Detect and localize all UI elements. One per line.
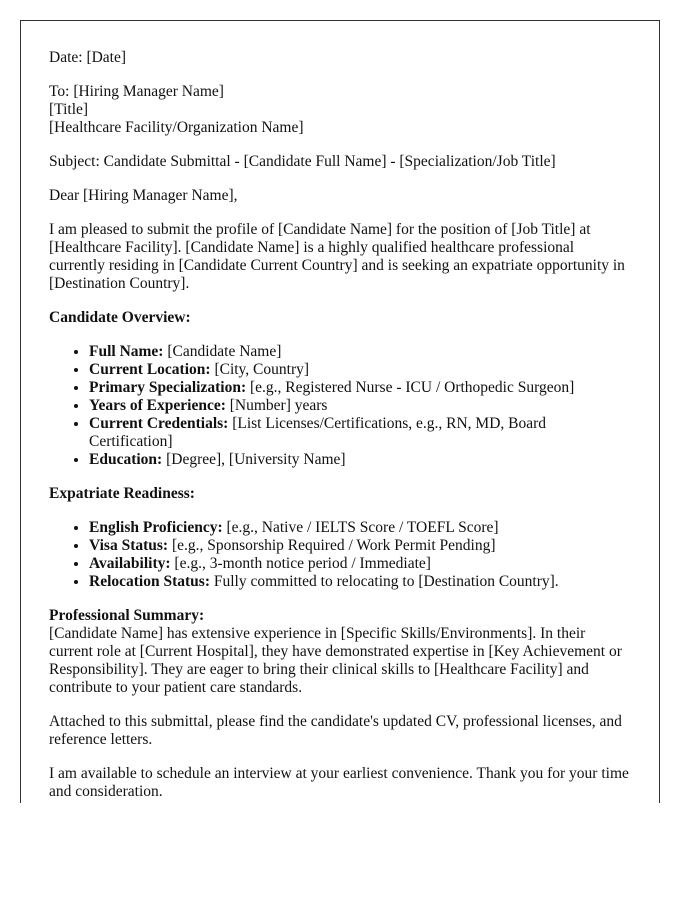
closing-paragraph: I am available to schedule an interview at your earliest convenience. Thank you for your time and consideration. bbox=[49, 765, 629, 800]
item-value: [e.g., 3-month notice period / Immediate] bbox=[170, 555, 431, 572]
expatriate-readiness-list bbox=[49, 519, 631, 591]
item-label: Visa Status: bbox=[89, 537, 169, 554]
list-item bbox=[89, 343, 631, 361]
item-value: [Degree], [University Name] bbox=[162, 451, 346, 468]
list-item bbox=[89, 519, 631, 537]
recipient-block bbox=[49, 83, 631, 137]
item-value: [Candidate Name] bbox=[163, 343, 282, 360]
professional-summary-text: [Candidate Name] has extensive experience in [Specific Skills/Environments]. In their current role at [Current Hospital], they have demonstrated expertise in [Key Achievement or Responsibility]. They are eager to bring their clinical skills to [Healthcare Facility] and contribute to your patient care standards. bbox=[49, 625, 622, 696]
item-label: Relocation Status: bbox=[89, 573, 210, 590]
list-item bbox=[89, 379, 631, 397]
candidate-overview-heading: Candidate Overview: bbox=[49, 309, 191, 326]
expatriate-readiness-heading: Expatriate Readiness: bbox=[49, 485, 195, 502]
item-value: Fully committed to relocating to [Destination Country]. bbox=[209, 573, 559, 590]
item-label: Current Credentials: bbox=[89, 415, 229, 432]
recipient-organization: [Healthcare Facility/Organization Name] bbox=[49, 119, 304, 136]
letter-document bbox=[20, 20, 660, 803]
item-label: Education: bbox=[89, 451, 163, 468]
item-value: [City, Country] bbox=[210, 361, 310, 378]
list-item bbox=[89, 573, 631, 591]
list-item bbox=[89, 415, 631, 451]
item-label: Years of Experience: bbox=[89, 397, 226, 414]
recipient-title: [Title] bbox=[49, 101, 89, 118]
candidate-overview-list bbox=[49, 343, 631, 469]
subject-line: Subject: Candidate Submittal - [Candidate Full Name] - [Specialization/Job Title] bbox=[49, 153, 556, 170]
recipient-to: To: [Hiring Manager Name] bbox=[49, 83, 224, 100]
item-label: Full Name: bbox=[89, 343, 164, 360]
item-label: English Proficiency: bbox=[89, 519, 223, 536]
date-line: Date: [Date] bbox=[49, 49, 127, 66]
list-item bbox=[89, 537, 631, 555]
intro-paragraph: I am pleased to submit the profile of [Candidate Name] for the position of [Job Title] at [Healthcare Facility]. [Candidate Name] is a highly qualified healthcare professional currently residing in [Candidate Current Country] and is seeking an expatriate opportunity in [Destination Country]. bbox=[49, 221, 625, 292]
item-label: Primary Specialization: bbox=[89, 379, 247, 396]
list-item bbox=[89, 361, 631, 379]
list-item bbox=[89, 555, 631, 573]
professional-summary-heading: Professional Summary: bbox=[49, 607, 205, 624]
item-value: [List Licenses/Certifications, e.g., RN, MD, Board Certification] bbox=[89, 415, 547, 450]
salutation: Dear [Hiring Manager Name], bbox=[49, 187, 238, 204]
item-label: Current Location: bbox=[89, 361, 211, 378]
item-value: [e.g., Native / IELTS Score / TOEFL Score] bbox=[222, 519, 499, 536]
item-value: [e.g., Registered Nurse - ICU / Orthopedic Surgeon] bbox=[246, 379, 575, 396]
item-value: [e.g., Sponsorship Required / Work Permit Pending] bbox=[168, 537, 496, 554]
attachments-paragraph: Attached to this submittal, please find the candidate's updated CV, professional licenses, and reference letters. bbox=[49, 713, 622, 748]
list-item bbox=[89, 397, 631, 415]
item-label: Availability: bbox=[89, 555, 171, 572]
list-item bbox=[89, 451, 631, 469]
item-value: [Number] years bbox=[225, 397, 328, 414]
